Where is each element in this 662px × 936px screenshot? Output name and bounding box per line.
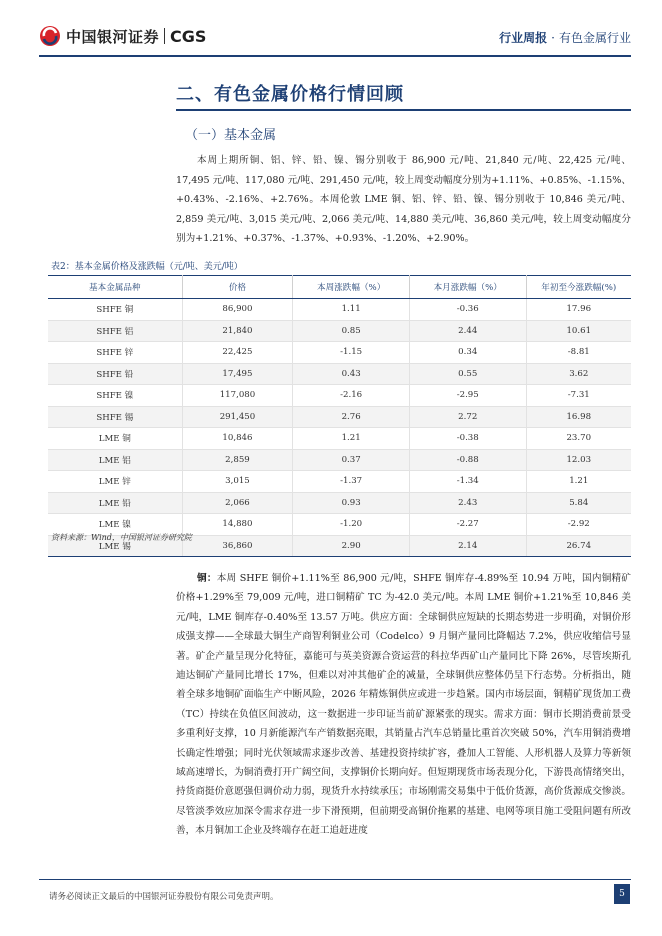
- industry-name: 有色金属行业: [558, 31, 631, 45]
- cell-metal: LME 铅: [48, 492, 182, 514]
- table-row: [48, 471, 631, 493]
- cell-week-change: 0.37: [293, 449, 410, 471]
- cell-ytd-change: 10.61: [526, 320, 631, 342]
- cell-metal: SHFE 锌: [48, 342, 182, 364]
- cell-week-change: 1.11: [293, 299, 410, 321]
- cell-month-change: 2.72: [409, 406, 526, 428]
- cell-ytd-change: 3.62: [526, 363, 631, 385]
- cell-week-change: 0.93: [293, 492, 410, 514]
- cell-metal: SHFE 锡: [48, 406, 182, 428]
- intro-paragraph-text: 本周上期所铜、铝、锌、铅、镍、锡分别收于 86,900 元/吨、21,840 元/吨、22,425 元/吨、17,495 元/吨、117,080 元/吨、291,450 元/吨，较上周变动幅度分别为+1.11%、+0.85%、-1.15%、+0.43%、-2.16%、+2.76%。本周伦敦 LME 铜、铝、锌、铅、镍、锡分别收于 10,846 美元/吨、2,859 美元/吨、3,015 美元/吨、2,066 美元/吨、14,880 美元/吨、36,860 美元/吨，较上周变动幅度分别为+1.21%、+0.37%、-1.37%、+0.93%、-1.20%、+2.90%。: [176, 155, 631, 244]
- logo-chinese-name: 中国银河证券: [66, 27, 160, 46]
- copper-paragraph: [176, 569, 631, 841]
- cell-month-change: -2.95: [409, 385, 526, 407]
- section-title: 二、有色金属价格行情回顾: [176, 84, 404, 105]
- cell-ytd-change: -8.81: [526, 342, 631, 364]
- table-row: [48, 492, 631, 514]
- cell-ytd-change: -7.31: [526, 385, 631, 407]
- table-header-row: [48, 276, 631, 299]
- subsection-title: （一）基本金属: [185, 128, 277, 143]
- cell-ytd-change: 5.84: [526, 492, 631, 514]
- copper-paragraph-text: [176, 569, 631, 841]
- cell-ytd-change: 16.98: [526, 406, 631, 428]
- cell-metal: LME 镍: [48, 514, 182, 536]
- logo-english-name: CGS: [170, 26, 207, 46]
- cell-month-change: -2.27: [409, 514, 526, 536]
- cgs-logo-icon: [39, 25, 61, 47]
- cell-ytd-change: 26.74: [526, 535, 631, 557]
- cell-month-change: 0.34: [409, 342, 526, 364]
- cell-month-change: -0.38: [409, 428, 526, 450]
- metal-price-table: [48, 275, 631, 557]
- footer-disclaimer: 请务必阅读正文最后的中国银河证券股份有限公司免责声明。: [49, 892, 279, 902]
- cell-week-change: -1.15: [293, 342, 410, 364]
- table-body: [48, 299, 631, 557]
- header-separator: ·: [551, 31, 555, 45]
- report-category: [499, 29, 631, 46]
- cell-week-change: 1.21: [293, 428, 410, 450]
- cell-metal: SHFE 铝: [48, 320, 182, 342]
- cell-ytd-change: 12.03: [526, 449, 631, 471]
- col-header-metal: 基本金属品种: [48, 276, 182, 299]
- cell-metal: LME 锡: [48, 535, 182, 557]
- cell-week-change: 0.43: [293, 363, 410, 385]
- report-type: 行业周报: [499, 31, 548, 45]
- header-divider: [39, 55, 631, 57]
- cell-price: 10,846: [182, 428, 293, 450]
- cell-price: 22,425: [182, 342, 293, 364]
- cell-metal: LME 铝: [48, 449, 182, 471]
- cell-week-change: 2.76: [293, 406, 410, 428]
- cell-price: 291,450: [182, 406, 293, 428]
- col-header-ytd-change: 年初至今涨跌幅(%): [526, 276, 631, 299]
- col-header-week-change: 本周涨跌幅（%）: [293, 276, 410, 299]
- cell-month-change: -0.36: [409, 299, 526, 321]
- cell-metal: LME 铜: [48, 428, 182, 450]
- cell-month-change: 0.55: [409, 363, 526, 385]
- cell-ytd-change: -2.92: [526, 514, 631, 536]
- table-caption: 表2：基本金属价格及涨跌幅（元/吨、美元/吨）: [51, 262, 243, 272]
- cell-price: 2,066: [182, 492, 293, 514]
- cell-week-change: -1.20: [293, 514, 410, 536]
- cell-price: 36,860: [182, 535, 293, 557]
- cell-month-change: -0.88: [409, 449, 526, 471]
- section-divider: [176, 109, 631, 111]
- cell-week-change: 2.90: [293, 535, 410, 557]
- table-row: [48, 320, 631, 342]
- cell-month-change: -1.34: [409, 471, 526, 493]
- col-header-month-change: 本月涨跌幅（%）: [409, 276, 526, 299]
- copper-text: 本周 SHFE 铜价+1.11%至 86,900 元/吨，SHFE 铜库存-4.89%至 10.94 万吨，国内铜精矿价格+1.29%至 79,009 元/吨，进口铜精矿 TC 为-42.0 美元/吨。本周 LME 铜价+1.21%至 10,846 美元/吨，LME 铜库存-0.40%至 13.57 万吨。供应方面：全球铜供应短缺的长期态势进一步明确，对铜价形成强支撑——全球最大铜生产商智利铜业公司（Codelco）9 月铜产量同比降幅达 7.2%，供应收缩信号显著。矿企产量呈现分化特征，嘉能可与英美资源合资运营的科拉华西矿山产量同比下降 26%，尽管埃斯孔迪达铜矿产量同比增长 17%，但难以对冲其他矿企的减量，全球铜供应整体仍呈下行态势。分析指出，随着全球多地铜矿面临生产中断风险，2026 年精炼铜供应或进一步趋紧。国内市场层面，铜精矿现货加工费（TC）持续在负值区间波动，这一数据进一步印证当前矿源紧张的现实。需求方面：铜市长期消费前景受多重利好支撑，10 月新能源汽车产销数据亮眼，其销量占汽车总销量比重首次突破 50%，汽车用铜消费增长确定性增强；同时光伏领域需求逐步改善、基建投资持续扩容，叠加人工智能、人形机器人及算力等新领域高速增长，为铜消费打开广阔空间，支撑铜价长期向好。但短期现货市场表现分化，下游畏高情绪突出，持货商挺价意愿强但调价动力弱，现货升水持续承压；市场刚需交易集中于低价货源，高价货源成交惨淡。尽管淡季效应加深令需求存进一步下滑预期，但前期受高铜价拖累的基建、电网等项目施工受阻问题有所改善，本月铜加工企业及终端存在赶工追赶进度: [176, 573, 632, 837]
- cell-ytd-change: 1.21: [526, 471, 631, 493]
- footer-divider: [39, 879, 631, 880]
- page-header: [0, 0, 662, 64]
- logo-divider: [164, 28, 165, 44]
- intro-paragraph: [176, 151, 631, 249]
- table-row: [48, 342, 631, 364]
- cell-price: 3,015: [182, 471, 293, 493]
- cell-metal: SHFE 铜: [48, 299, 182, 321]
- table-source: 资料来源：Wind，中国银河证券研究院: [51, 533, 192, 542]
- page-number: 5: [614, 884, 630, 904]
- cell-price: 14,880: [182, 514, 293, 536]
- cell-price: 86,900: [182, 299, 293, 321]
- cell-month-change: 2.43: [409, 492, 526, 514]
- cell-month-change: 2.14: [409, 535, 526, 557]
- cell-month-change: 2.44: [409, 320, 526, 342]
- table-row: [48, 363, 631, 385]
- table-row: [48, 406, 631, 428]
- table-row: [48, 385, 631, 407]
- company-logo: [39, 24, 206, 48]
- cell-week-change: -1.37: [293, 471, 410, 493]
- cell-price: 2,859: [182, 449, 293, 471]
- cell-price: 117,080: [182, 385, 293, 407]
- cell-metal: LME 锌: [48, 471, 182, 493]
- table-row: [48, 449, 631, 471]
- copper-label: 铜：: [197, 573, 217, 584]
- cell-price: 21,840: [182, 320, 293, 342]
- cell-metal: SHFE 镍: [48, 385, 182, 407]
- cell-price: 17,495: [182, 363, 293, 385]
- table-row: [48, 299, 631, 321]
- cell-week-change: -2.16: [293, 385, 410, 407]
- cell-metal: SHFE 铅: [48, 363, 182, 385]
- cell-ytd-change: 17.96: [526, 299, 631, 321]
- cell-week-change: 0.85: [293, 320, 410, 342]
- col-header-price: 价格: [182, 276, 293, 299]
- cell-ytd-change: 23.70: [526, 428, 631, 450]
- table-row: [48, 428, 631, 450]
